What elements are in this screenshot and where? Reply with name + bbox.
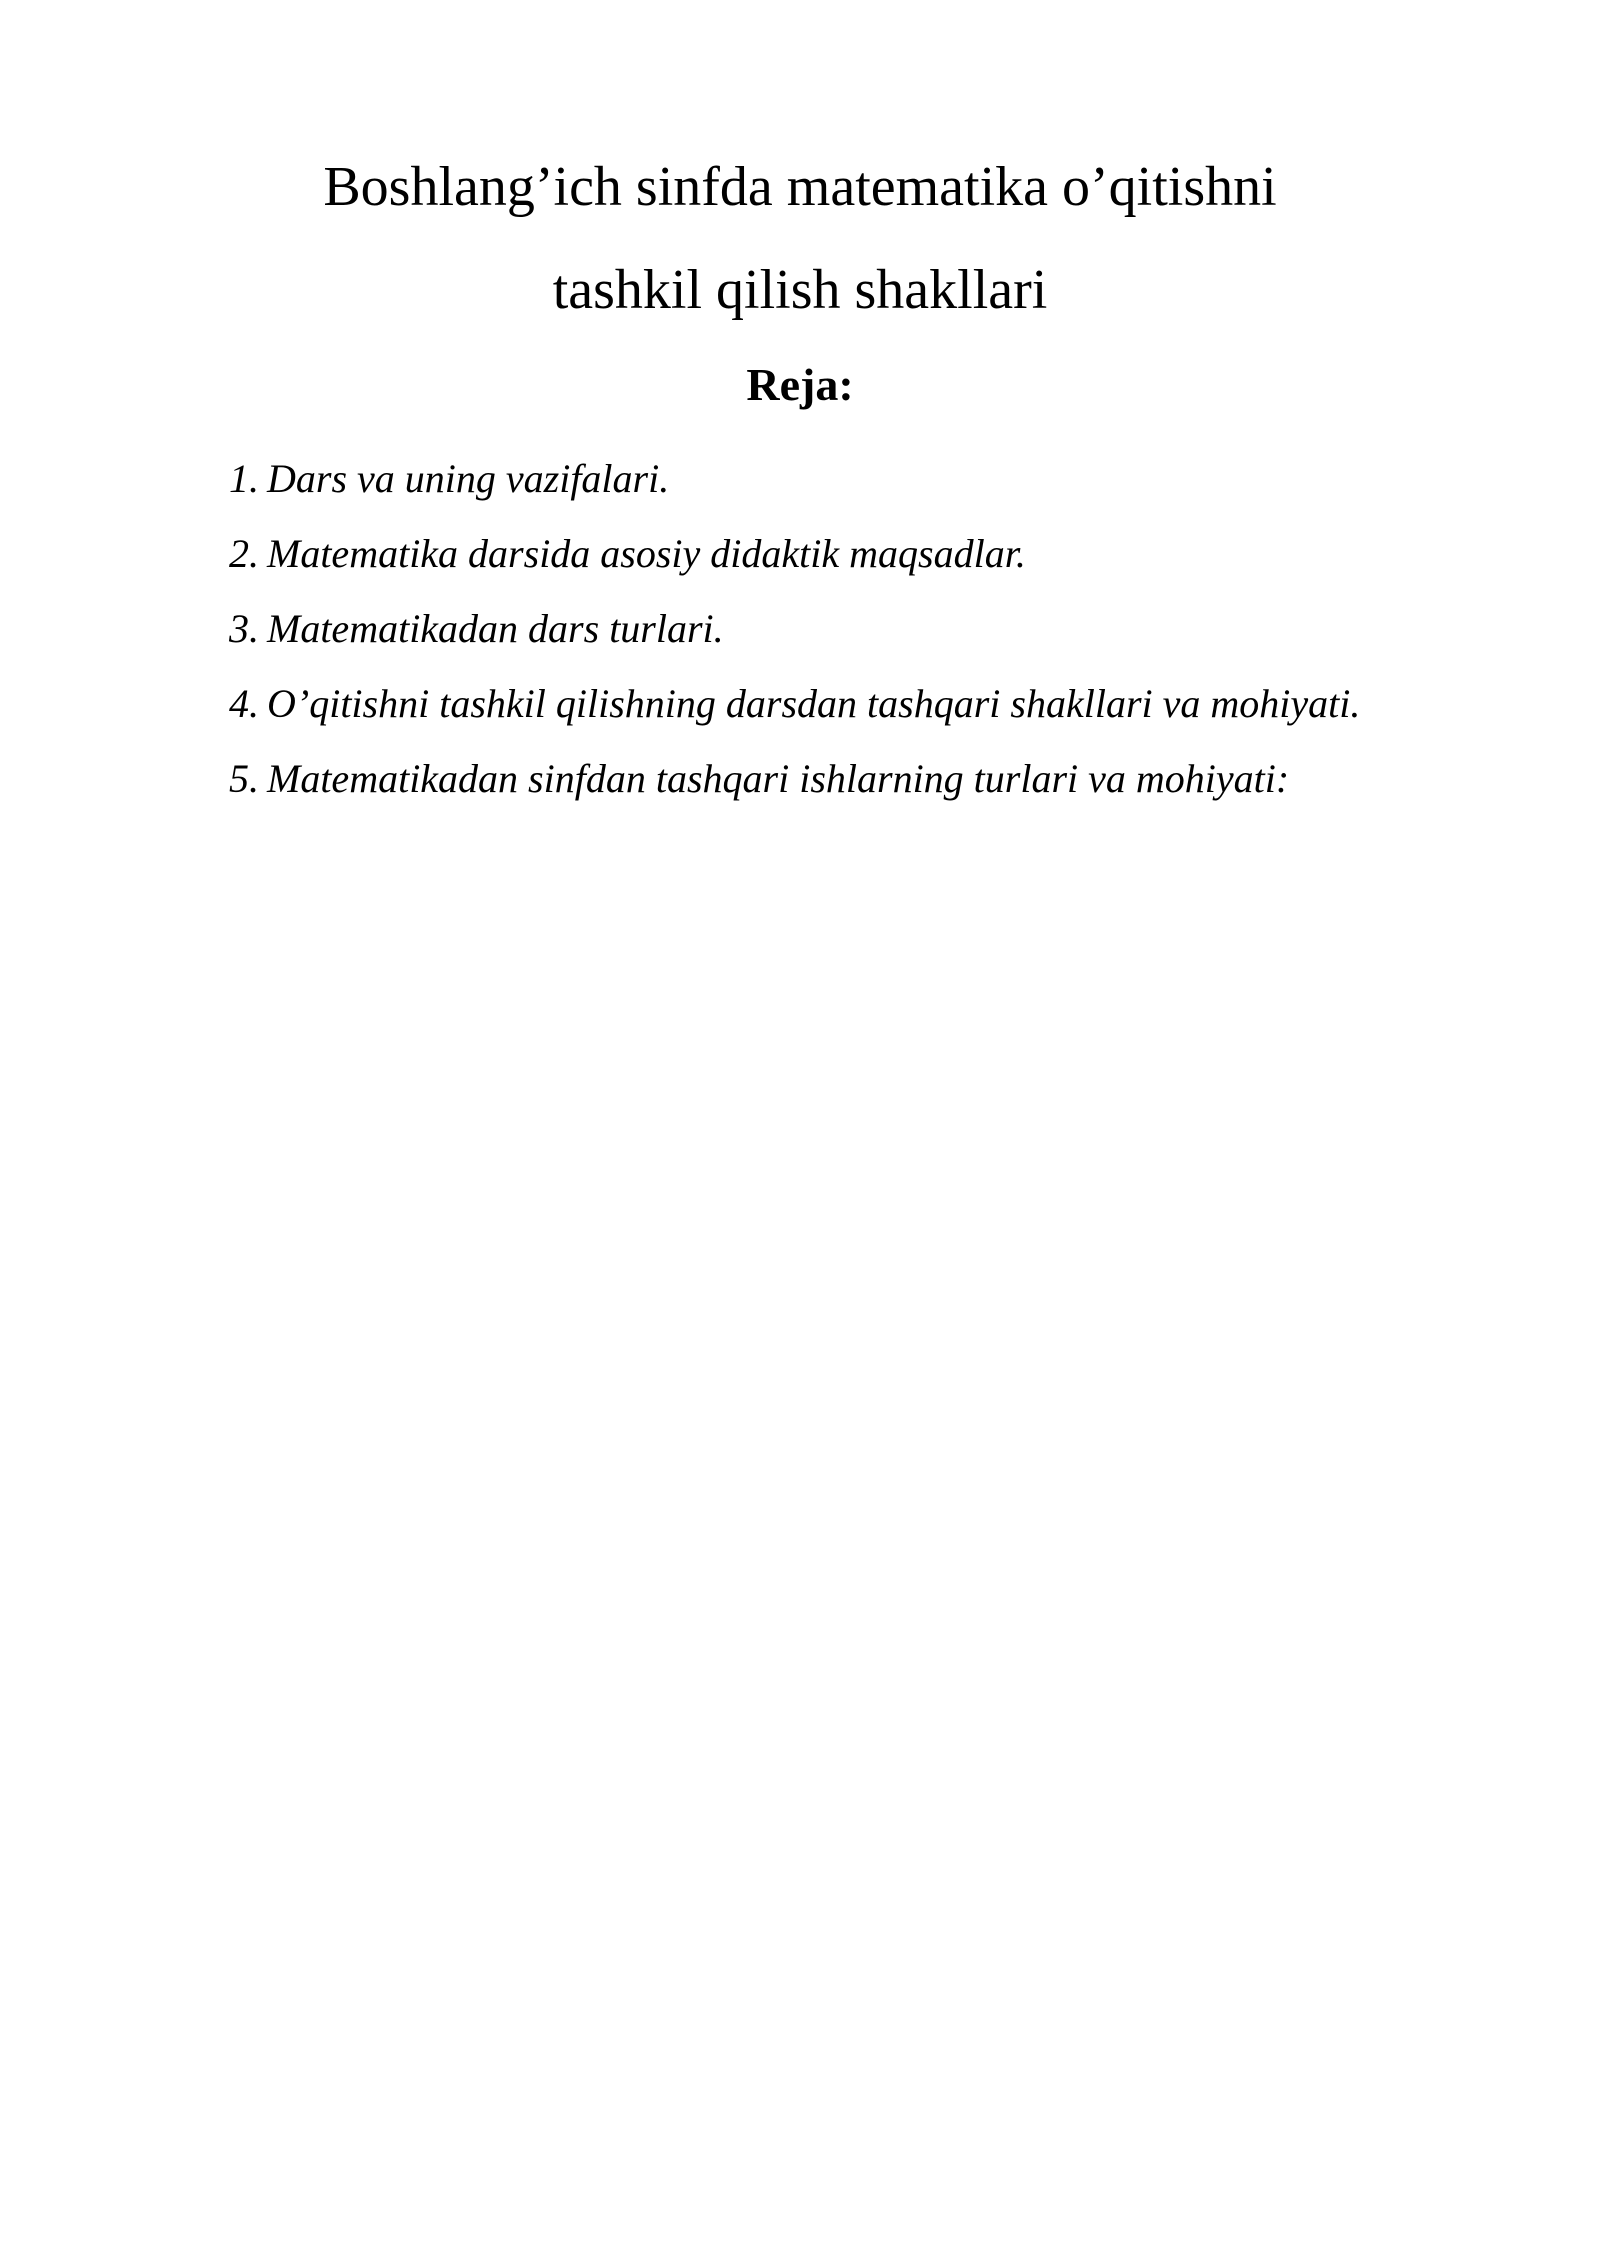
plan-item	[229, 666, 1421, 741]
plan-item-text: O’qitishni tashkil qilishning darsdan tashqari shakllari va mohiyati.	[267, 681, 1361, 726]
plan-item	[229, 441, 1421, 516]
document-title-line-2: tashkil qilish shakllari	[552, 259, 1048, 321]
plan-item-number: 2.	[229, 531, 259, 576]
plan-item	[229, 591, 1421, 666]
plan-list	[229, 441, 1421, 816]
plan-item-number: 5.	[229, 756, 259, 801]
plan-heading: Reja:	[746, 359, 854, 410]
document-title-line-1: Boshlang’ich sinfda matematika o’qitishni	[323, 156, 1277, 218]
plan-item-number: 4.	[229, 681, 259, 726]
plan-item-text: Matematika darsida asosiy didaktik maqsadlar.	[267, 531, 1026, 576]
plan-item	[229, 516, 1421, 591]
plan-item-number: 1.	[229, 456, 259, 501]
plan-item-text: Dars va uning vazifalari.	[267, 456, 670, 501]
plan-item	[229, 741, 1421, 816]
plan-item-text: Matematikadan dars turlari.	[267, 606, 724, 651]
plan-item-text: Matematikadan sinfdan tashqari ishlarning turlari va mohiyati:	[267, 756, 1290, 801]
plan-item-number: 3.	[229, 606, 259, 651]
